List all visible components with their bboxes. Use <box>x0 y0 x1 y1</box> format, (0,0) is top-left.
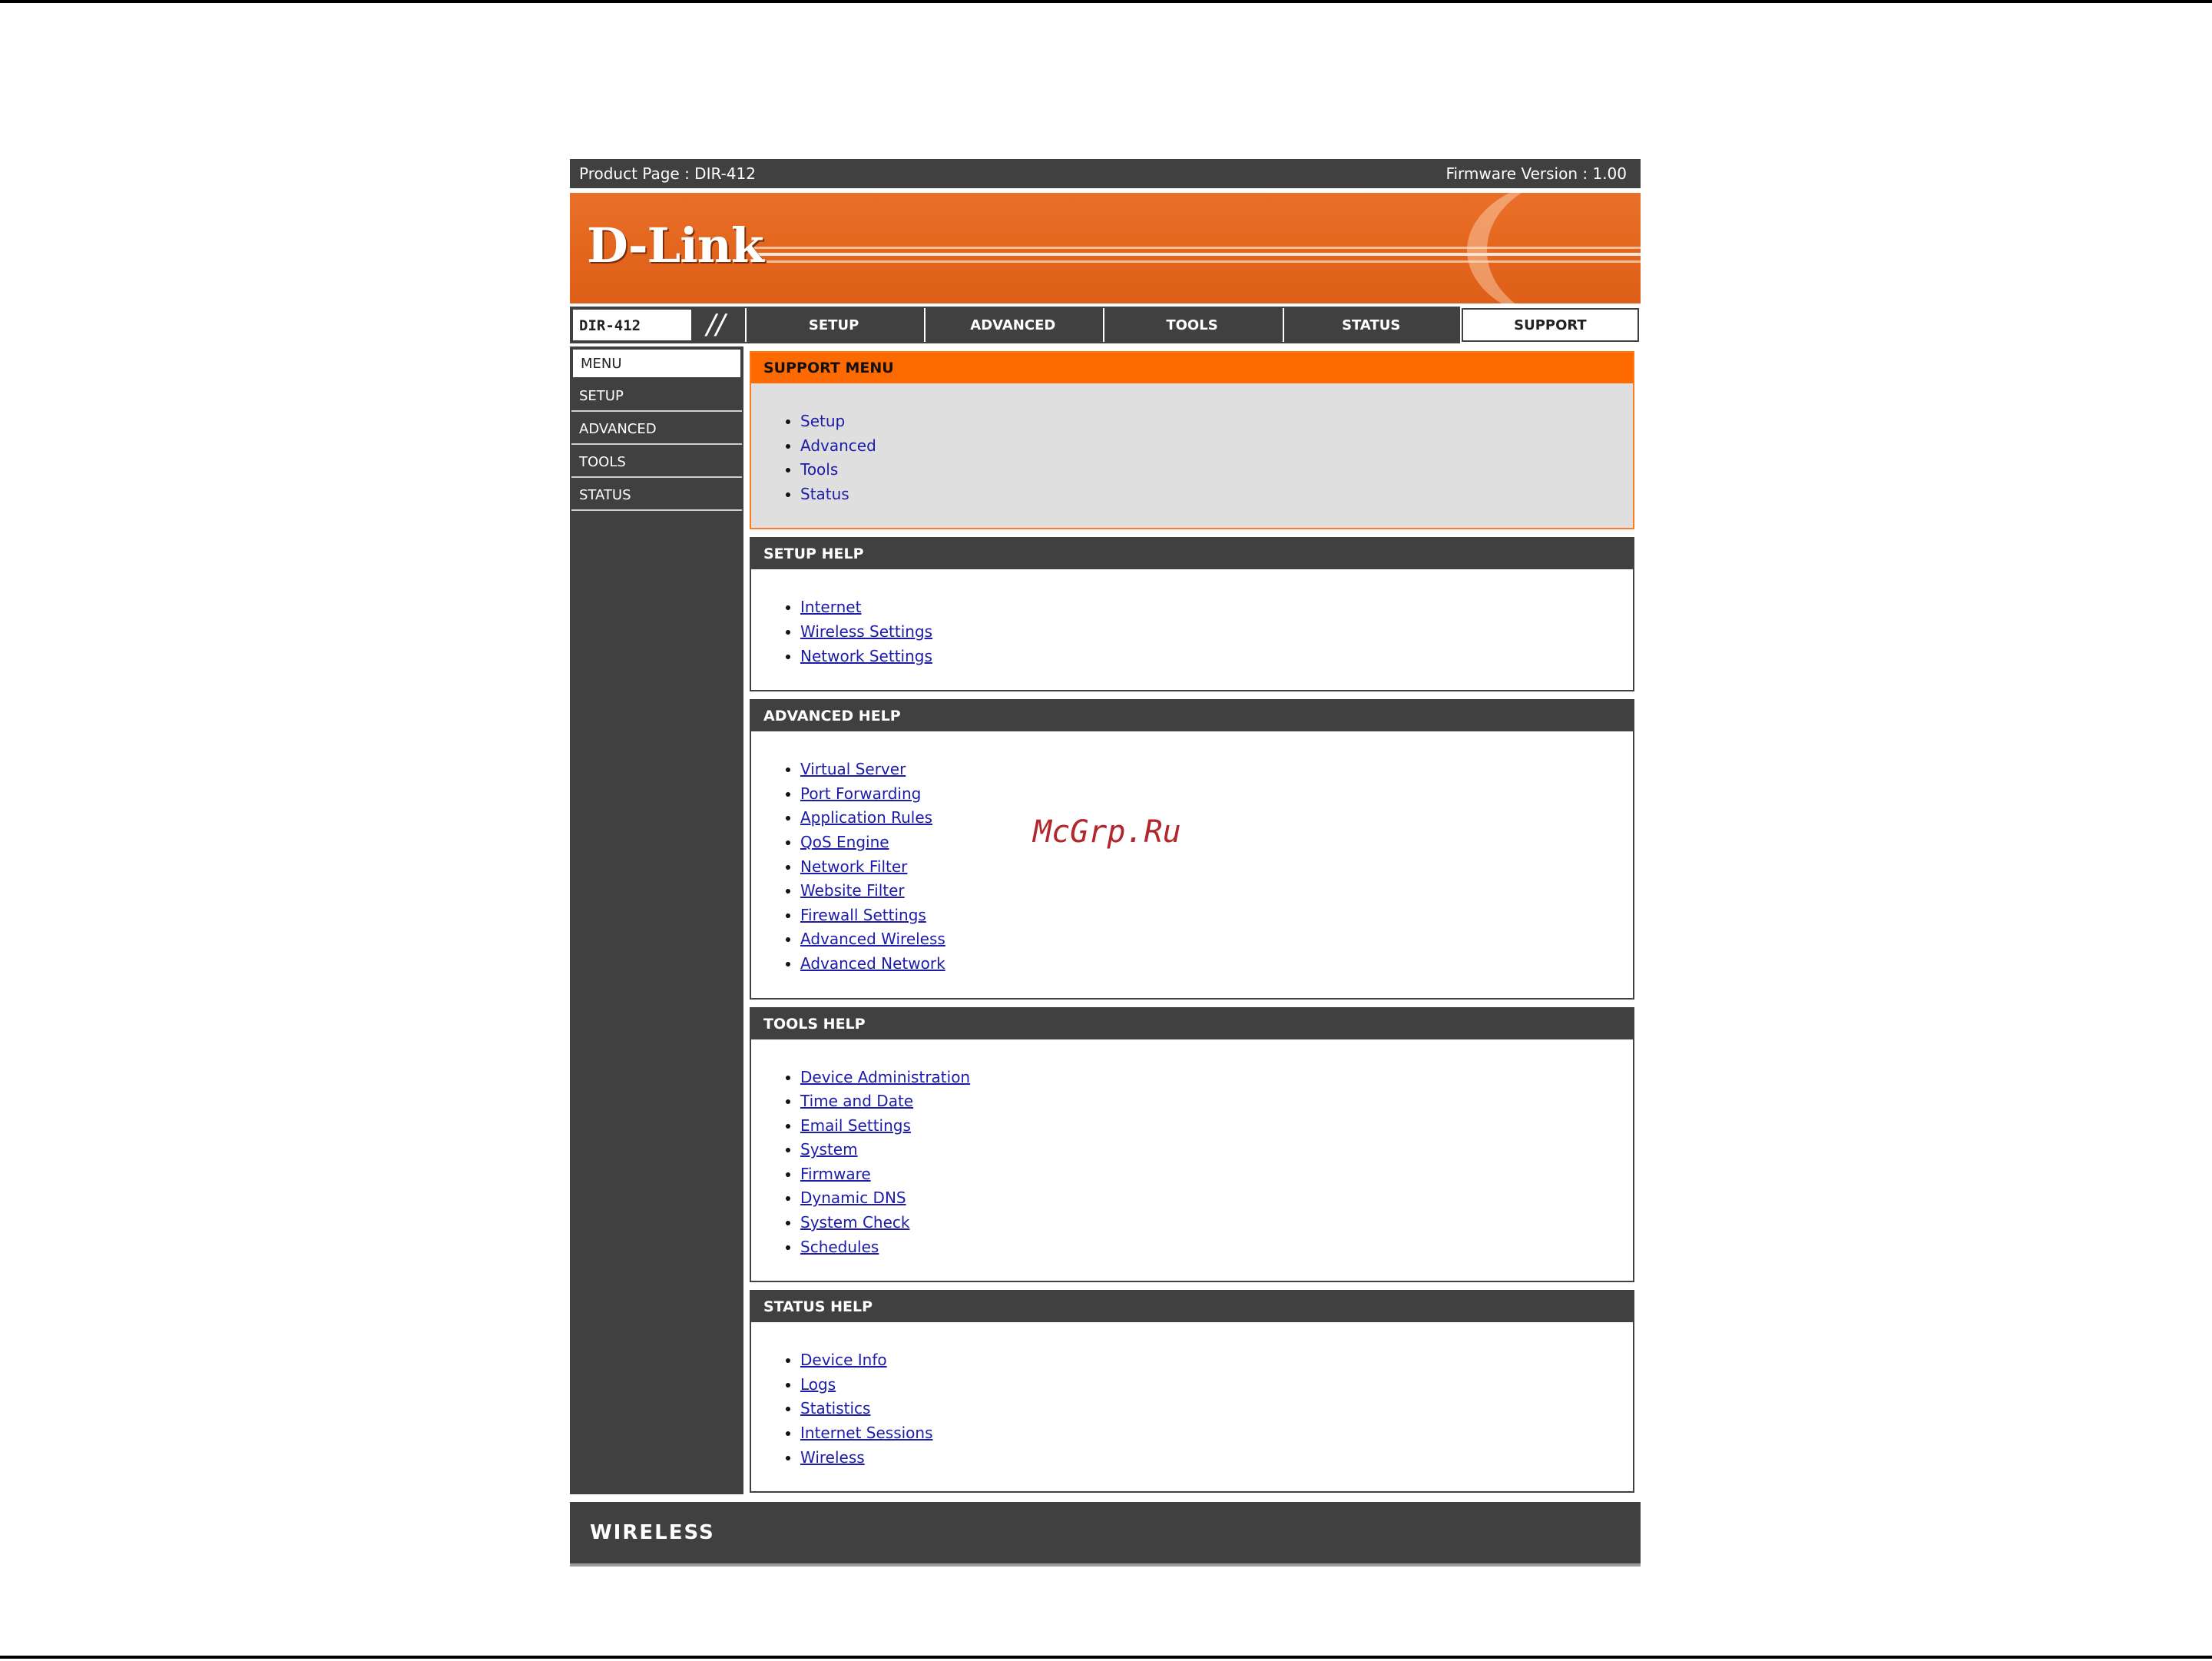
page-top-rule <box>0 0 2212 3</box>
help-link-wireless[interactable]: Wireless <box>800 1447 865 1467</box>
help-link-website-filter[interactable]: Website Filter <box>800 881 905 900</box>
sidebar-item-setup[interactable]: SETUP <box>571 381 742 412</box>
sidebar-item-menu[interactable]: MENU <box>571 348 742 379</box>
help-list-item <box>800 1066 1633 1090</box>
help-list-item <box>800 758 1633 782</box>
help-link-tools[interactable]: Tools <box>800 460 839 479</box>
status-help-title: STATUS HELP <box>751 1291 1633 1322</box>
tab-support[interactable]: SUPPORT <box>1462 308 1639 342</box>
help-list-item <box>800 1397 1633 1421</box>
help-list-item <box>800 434 1633 459</box>
help-list-item <box>800 1446 1633 1470</box>
page-bottom-rule <box>0 1656 2212 1659</box>
help-link-time-and-date[interactable]: Time and Date <box>800 1092 914 1111</box>
help-link-dynamic-dns[interactable]: Dynamic DNS <box>800 1189 906 1208</box>
tab-tools[interactable]: TOOLS <box>1103 308 1279 342</box>
sidebar-item-advanced[interactable]: ADVANCED <box>571 414 742 445</box>
help-link-advanced-network[interactable]: Advanced Network <box>800 953 945 973</box>
advanced-help-panel <box>750 699 1634 999</box>
help-list-item <box>800 645 1633 669</box>
support-menu-panel <box>750 351 1634 529</box>
main-nav <box>570 307 1641 343</box>
support-menu-title: SUPPORT MENU <box>751 353 1633 383</box>
tab-advanced[interactable]: ADVANCED <box>924 308 1100 342</box>
sidebar-item-status[interactable]: STATUS <box>571 480 742 511</box>
tools-help-title: TOOLS HELP <box>751 1009 1633 1039</box>
status-help-panel <box>750 1290 1634 1493</box>
model-label-box <box>571 308 742 342</box>
help-link-network-settings[interactable]: Network Settings <box>800 646 932 665</box>
advanced-help-list <box>751 731 1633 997</box>
help-link-wireless-settings[interactable]: Wireless Settings <box>800 622 933 641</box>
help-link-advanced[interactable]: Advanced <box>800 436 876 455</box>
help-link-device-info[interactable]: Device Info <box>800 1351 887 1370</box>
help-link-system-check[interactable]: System Check <box>800 1213 910 1232</box>
router-admin-frame <box>570 159 1641 1567</box>
help-list-item <box>800 1421 1633 1446</box>
setup-help-panel <box>750 537 1634 691</box>
help-link-email-settings[interactable]: Email Settings <box>800 1116 911 1135</box>
help-link-setup[interactable]: Setup <box>800 412 846 430</box>
top-info-bar <box>570 159 1641 188</box>
help-link-device-administration[interactable]: Device Administration <box>800 1067 971 1086</box>
help-link-application-rules[interactable]: Application Rules <box>800 808 933 827</box>
tab-status[interactable]: STATUS <box>1283 308 1459 342</box>
help-link-port-forwarding[interactable]: Port Forwarding <box>800 784 922 803</box>
help-list-item <box>800 1348 1633 1373</box>
dlink-logo: D-Link <box>587 217 763 274</box>
help-list-item <box>800 952 1633 976</box>
tools-help-panel <box>750 1007 1634 1283</box>
help-link-internet[interactable]: Internet <box>800 598 862 617</box>
help-list-item <box>800 1186 1633 1211</box>
help-list-item <box>800 1162 1633 1187</box>
watermark-text: McGrp.Ru <box>1033 814 1181 850</box>
support-menu-list <box>751 383 1633 528</box>
help-list-item <box>800 879 1633 903</box>
help-list-item <box>800 620 1633 645</box>
slashes-decoration: // <box>691 310 740 340</box>
help-link-logs[interactable]: Logs <box>800 1374 836 1394</box>
tab-setup[interactable]: SETUP <box>745 308 921 342</box>
status-help-list <box>751 1322 1633 1491</box>
sidebar <box>570 346 743 1494</box>
main-content <box>743 346 1641 1500</box>
wireless-label: WIRELESS <box>590 1521 715 1545</box>
help-link-internet-sessions[interactable]: Internet Sessions <box>800 1424 933 1443</box>
help-list-item <box>800 1114 1633 1139</box>
help-list-item <box>800 903 1633 928</box>
help-link-firewall-settings[interactable]: Firewall Settings <box>800 905 926 924</box>
help-list-item <box>800 458 1633 482</box>
help-link-system[interactable]: System <box>800 1140 858 1159</box>
help-list-item <box>800 1089 1633 1114</box>
setup-help-list <box>751 569 1633 690</box>
help-link-firmware[interactable]: Firmware <box>800 1164 871 1183</box>
product-page-label: Product Page : DIR-412 <box>579 164 756 183</box>
firmware-version-label: Firmware Version : 1.00 <box>1445 164 1627 183</box>
tools-help-list <box>751 1039 1633 1281</box>
help-link-schedules[interactable]: Schedules <box>800 1237 879 1256</box>
advanced-help-title: ADVANCED HELP <box>751 701 1633 731</box>
help-link-network-filter[interactable]: Network Filter <box>800 857 908 876</box>
setup-help-title: SETUP HELP <box>751 539 1633 569</box>
body-row <box>570 346 1641 1500</box>
model-label: DIR-412 <box>579 317 641 334</box>
help-list-item <box>800 482 1633 507</box>
help-list-item <box>800 830 1633 855</box>
help-list-item <box>800 1211 1633 1235</box>
help-link-advanced-wireless[interactable]: Advanced Wireless <box>800 930 945 949</box>
help-link-statistics[interactable]: Statistics <box>800 1399 871 1418</box>
help-link-virtual-server[interactable]: Virtual Server <box>800 760 906 779</box>
help-list-item <box>800 927 1633 952</box>
help-list-item <box>800 782 1633 807</box>
banner-swoosh <box>1467 193 1641 303</box>
help-list-item <box>800 595 1633 620</box>
help-link-qos-engine[interactable]: QoS Engine <box>800 832 889 851</box>
help-list-item <box>800 1138 1633 1162</box>
footer-bar <box>570 1502 1641 1567</box>
sidebar-item-tools[interactable]: TOOLS <box>571 447 742 478</box>
help-link-status[interactable]: Status <box>800 484 849 503</box>
help-list-item <box>800 1373 1633 1397</box>
help-list-item <box>800 1235 1633 1260</box>
help-list-item <box>800 806 1633 830</box>
help-list-item <box>800 409 1633 434</box>
help-list-item <box>800 855 1633 880</box>
brand-banner <box>570 193 1641 303</box>
